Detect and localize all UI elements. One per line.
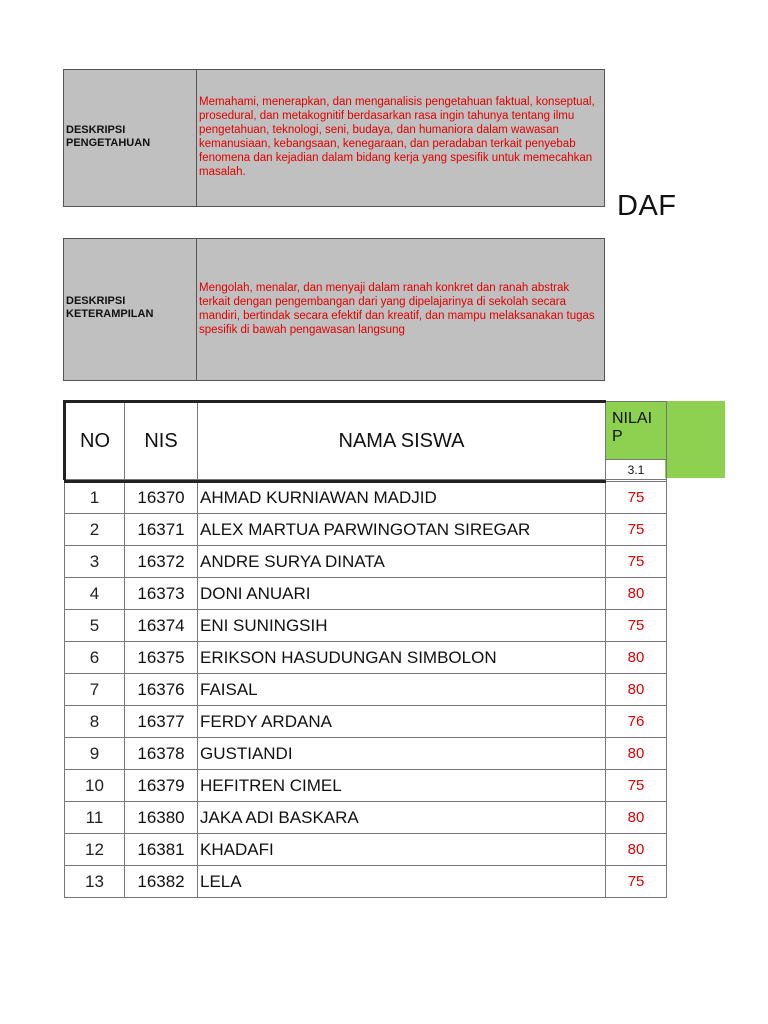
row-nama-siswa: FAISAL xyxy=(198,674,606,706)
row-nilai: 76 xyxy=(606,706,667,738)
row-nilai: 80 xyxy=(606,802,667,834)
row-no: 3 xyxy=(65,546,125,578)
row-no: 11 xyxy=(65,802,125,834)
row-no: 9 xyxy=(65,738,125,770)
row-nis: 16376 xyxy=(125,674,198,706)
row-nama-siswa: GUSTIANDI xyxy=(198,738,606,770)
row-nilai: 80 xyxy=(606,578,667,610)
row-nis: 16375 xyxy=(125,642,198,674)
row-nilai: 75 xyxy=(606,482,667,514)
row-nilai: 75 xyxy=(606,866,667,898)
row-no: 4 xyxy=(65,578,125,610)
nilai-header-green-cell xyxy=(665,401,725,478)
deskripsi-pengetahuan-text: Memahami, menerapkan, dan menganalisis pengetahuan faktual, konseptual, prosedural, dan metakognitif berdasarkan rasa ingin tahunya tentang ilmu pengetahuan, teknologi, seni, budaya, dan humaniora dalam wawasan kemanusiaan, kebangsaan, kenegaraan, dan peradaban terkait penyebab fenomena dan kejadian dalam bidang kerja yang spesifik untuk memecahkan masalah. xyxy=(199,96,595,178)
row-nilai: 80 xyxy=(606,674,667,706)
row-no: 6 xyxy=(65,642,125,674)
row-no: 7 xyxy=(65,674,125,706)
row-nilai: 75 xyxy=(606,610,667,642)
row-nis: 16372 xyxy=(125,546,198,578)
header-nama-siswa: NAMA SISWA xyxy=(198,402,606,480)
table-row xyxy=(65,578,667,610)
row-nis: 16374 xyxy=(125,610,198,642)
deskripsi-pengetahuan-label: DESKRIPSI PENGETAHUAN xyxy=(66,124,151,149)
row-nis: 16380 xyxy=(125,802,198,834)
row-nama-siswa: ERIKSON HASUDUNGAN SIMBOLON xyxy=(198,642,606,674)
row-nis: 16382 xyxy=(125,866,198,898)
table-row xyxy=(65,866,667,898)
row-nama-siswa: LELA xyxy=(198,866,606,898)
row-no: 12 xyxy=(65,834,125,866)
table-row xyxy=(65,674,667,706)
table-row xyxy=(65,610,667,642)
header-nilai: NILAI P xyxy=(606,402,667,460)
row-no: 10 xyxy=(65,770,125,802)
row-no: 13 xyxy=(65,866,125,898)
table-row xyxy=(65,770,667,802)
row-nis: 16373 xyxy=(125,578,198,610)
header-no: NO xyxy=(65,402,125,480)
row-nama-siswa: ALEX MARTUA PARWINGOTAN SIREGAR xyxy=(198,514,606,546)
table-row xyxy=(65,482,667,514)
table-row xyxy=(65,642,667,674)
table-row xyxy=(65,514,667,546)
table-row xyxy=(65,738,667,770)
row-nama-siswa: JAKA ADI BASKARA xyxy=(198,802,606,834)
header-nis: NIS xyxy=(125,402,198,480)
row-nama-siswa: FERDY ARDANA xyxy=(198,706,606,738)
row-nis: 16371 xyxy=(125,514,198,546)
row-nilai: 80 xyxy=(606,738,667,770)
row-no: 2 xyxy=(65,514,125,546)
row-nis: 16378 xyxy=(125,738,198,770)
table-row xyxy=(65,546,667,578)
row-no: 8 xyxy=(65,706,125,738)
row-no: 5 xyxy=(65,610,125,642)
student-table xyxy=(63,400,667,898)
table-row xyxy=(65,706,667,738)
row-nilai: 75 xyxy=(606,770,667,802)
page-title-fragment: DAF xyxy=(617,190,677,222)
row-nama-siswa: ENI SUNINGSIH xyxy=(198,610,606,642)
row-no: 1 xyxy=(65,482,125,514)
row-nilai: 80 xyxy=(606,642,667,674)
row-nama-siswa: HEFITREN CIMEL xyxy=(198,770,606,802)
table-row xyxy=(65,802,667,834)
row-nilai: 80 xyxy=(606,834,667,866)
row-nama-siswa: AHMAD KURNIAWAN MADJID xyxy=(198,482,606,514)
row-nilai: 75 xyxy=(606,514,667,546)
deskripsi-keterampilan-label: DESKRIPSI KETERAMPILAN xyxy=(66,295,154,320)
row-nama-siswa: ANDRE SURYA DINATA xyxy=(198,546,606,578)
row-nis: 16370 xyxy=(125,482,198,514)
row-nilai: 75 xyxy=(606,546,667,578)
row-nis: 16377 xyxy=(125,706,198,738)
row-nama-siswa: DONI ANUARI xyxy=(198,578,606,610)
row-nis: 16379 xyxy=(125,770,198,802)
row-nama-siswa: KHADAFI xyxy=(198,834,606,866)
header-kd-code: 3.1 xyxy=(606,460,667,480)
row-nis: 16381 xyxy=(125,834,198,866)
table-row xyxy=(65,834,667,866)
deskripsi-keterampilan-text: Mengolah, menalar, dan menyaji dalam ranah konkret dan ranah abstrak terkait dengan pengembangan dari yang dipelajarinya di sekolah secara mandiri, bertindak secara efektif dan kreatif, dan mampu melaksanakan tugas spesifik di bawah pengawasan langsung xyxy=(199,282,595,336)
